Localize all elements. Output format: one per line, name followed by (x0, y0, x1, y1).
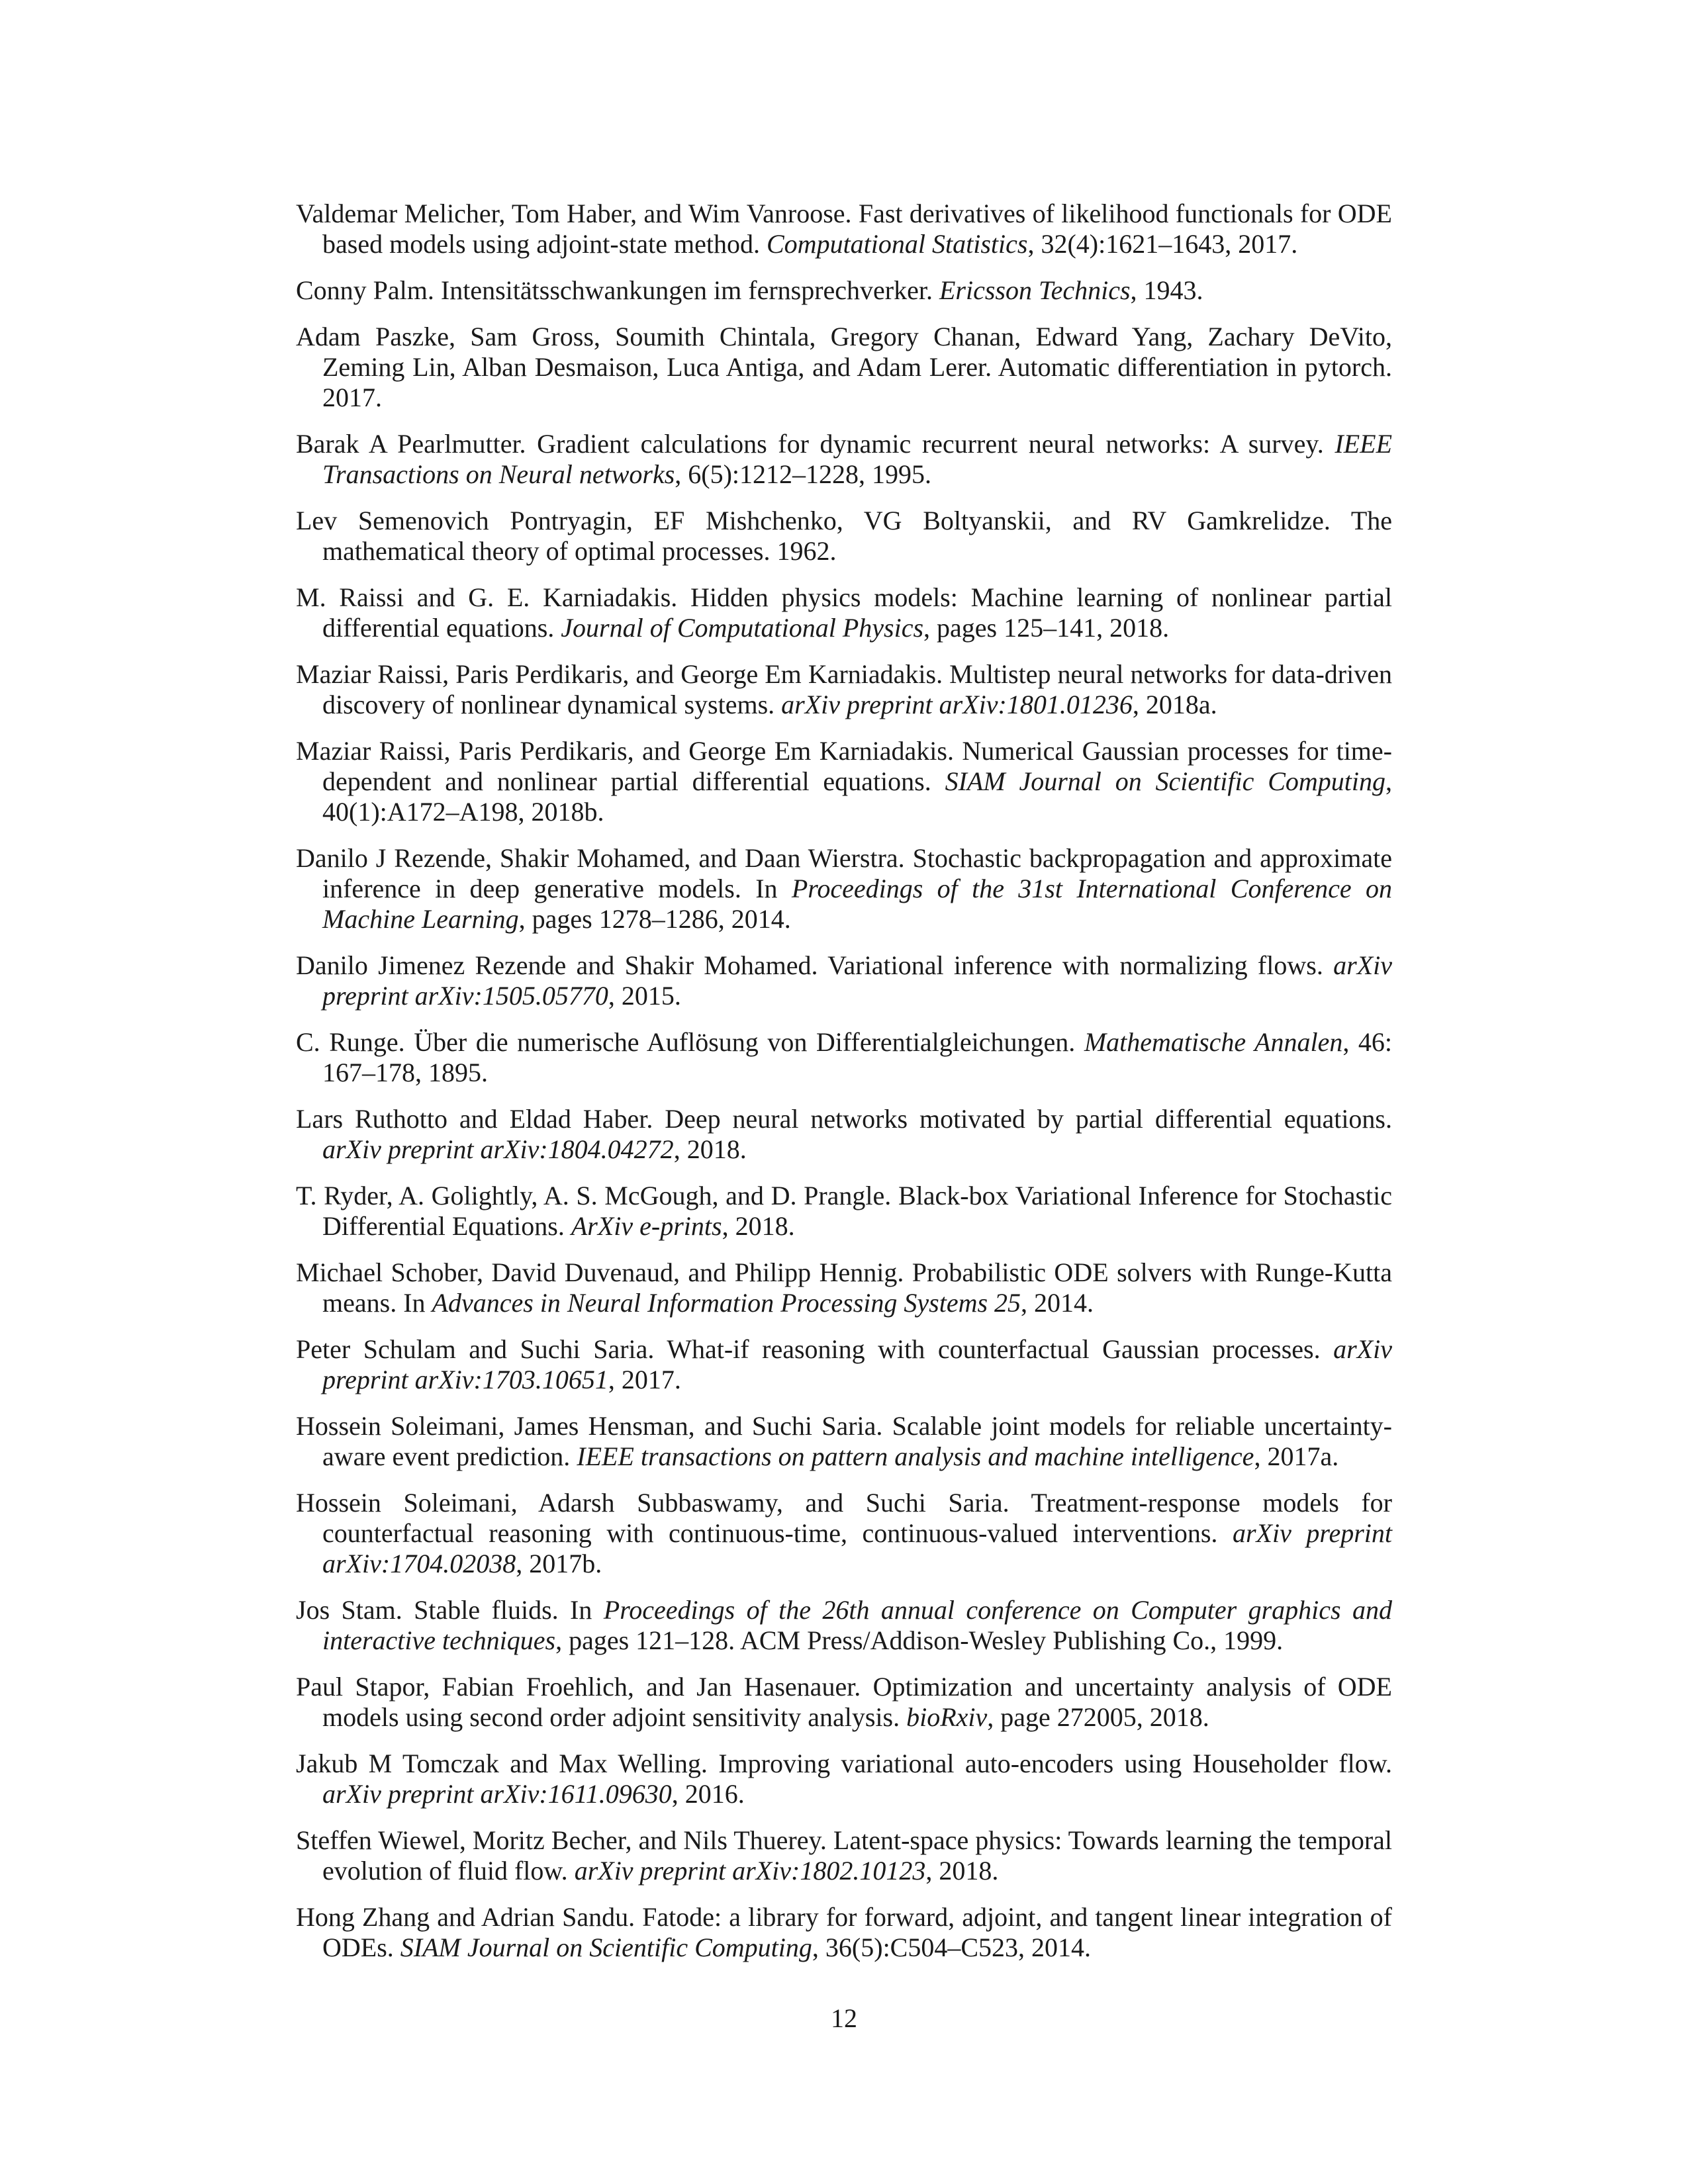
reference-details: , pages 1278–1286, 2014. (518, 904, 791, 934)
reference-venue: Advances in Neural Information Processing Systems 25 (432, 1288, 1021, 1318)
reference-venue: SIAM Journal on Scientific Computing (945, 766, 1385, 796)
reference-text: Valdemar Melicher, Tom Haber, and Wim Vanroose. Fast derivatives of likelihood functionals for ODE based models using adjoint-state method. (296, 199, 1392, 259)
reference-text: Maziar Raissi, Paris Perdikaris, and George Em Karniadakis. Multistep neural networks for data-driven discovery of nonlinear dynamical systems. (296, 659, 1392, 719)
reference-venue: Journal of Computational Physics (561, 613, 924, 643)
reference-details: , 2015. (608, 981, 681, 1011)
reference-entry (296, 659, 1392, 720)
reference-details: , pages 121–128. ACM Press/Addison-Wesley Publishing Co., 1999. (555, 1625, 1284, 1655)
reference-venue: Proceedings of the 26th annual conference on Computer graphics and interactive techniques (322, 1595, 1392, 1655)
reference-venue: Proceedings of the 31st International Conference on Machine Learning (322, 874, 1392, 934)
reference-venue: Mathematische Annalen (1084, 1027, 1343, 1057)
reference-details: , 2016. (671, 1779, 745, 1809)
reference-entry (296, 582, 1392, 643)
reference-details: , 2018. (673, 1134, 747, 1164)
reference-entry (296, 1488, 1392, 1579)
reference-text: Lars Ruthotto and Eldad Haber. Deep neural networks motivated by partial differential equations. (296, 1104, 1392, 1134)
reference-details: , 2018a. (1132, 690, 1217, 719)
reference-venue: bioRxiv (906, 1702, 988, 1732)
reference-details: , 2014. (1021, 1288, 1094, 1318)
reference-details: , 2017a. (1254, 1441, 1339, 1471)
reference-entry (296, 506, 1392, 567)
reference-text: Lev Semenovich Pontryagin, EF Mishchenko, VG Boltyanskii, and RV Gamkrelidze. The mathematical theory of optimal processes. 1962. (296, 506, 1392, 566)
reference-venue: SIAM Journal on Scientific Computing (400, 1933, 812, 1962)
reference-details: , 6(5):1212–1228, 1995. (675, 459, 932, 489)
reference-details: , 40(1):A172–A198, 2018b. (322, 766, 1392, 827)
reference-venue: arXiv preprint arXiv:1703.10651 (322, 1334, 1392, 1394)
reference-text: Danilo J Rezende, Shakir Mohamed, and Daan Wierstra. Stochastic backpropagation and approximate inference in deep generative models. In (296, 843, 1392, 903)
reference-text: Jakub M Tomczak and Max Welling. Improving variational auto-encoders using Householder flow. (296, 1749, 1392, 1778)
reference-venue: arXiv preprint arXiv:1704.02038 (322, 1518, 1392, 1578)
reference-venue: ArXiv e-prints (571, 1211, 722, 1241)
reference-text: Steffen Wiewel, Moritz Becher, and Nils Thuerey. Latent-space physics: Towards learning the temporal evolution of fluid flow. (296, 1825, 1392, 1886)
reference-details: , 32(4):1621–1643, 2017. (1027, 229, 1298, 259)
reference-entry (296, 1181, 1392, 1242)
reference-text: Michael Schober, David Duvenaud, and Philipp Hennig. Probabilistic ODE solvers with Runge-Kutta means. In (296, 1257, 1392, 1318)
reference-text: M. Raissi and G. E. Karniadakis. Hidden physics models: Machine learning of nonlinear partial differential equations. (296, 582, 1392, 643)
reference-venue: Computational Statistics (767, 229, 1028, 259)
reference-venue: arXiv preprint arXiv:1801.01236 (781, 690, 1133, 719)
reference-text: Jos Stam. Stable fluids. In (296, 1595, 604, 1625)
reference-details: , 46: 167–178, 1895. (322, 1027, 1393, 1087)
reference-entry (296, 1749, 1392, 1809)
page-number: 12 (831, 2003, 857, 2033)
reference-entry (296, 1672, 1392, 1733)
reference-list (296, 199, 1392, 1979)
reference-text: Paul Stapor, Fabian Froehlich, and Jan Hasenauer. Optimization and uncertainty analysis of ODE models using second order adjoint sensitivity analysis. (296, 1672, 1392, 1732)
reference-text: Peter Schulam and Suchi Saria. What-if reasoning with counterfactual Gaussian processes. (296, 1334, 1334, 1364)
reference-details: , 36(5):C504–C523, 2014. (812, 1933, 1092, 1962)
reference-text: T. Ryder, A. Golightly, A. S. McGough, and D. Prangle. Black-box Variational Inference for Stochastic Differential Equations. (296, 1181, 1392, 1241)
reference-venue: IEEE transactions on pattern analysis and machine intelligence (577, 1441, 1254, 1471)
reference-venue: arXiv preprint arXiv:1505.05770 (322, 950, 1392, 1011)
reference-entry (296, 1902, 1392, 1963)
reference-venue: Ericsson Technics (939, 275, 1131, 305)
reference-venue: arXiv preprint arXiv:1611.09630 (322, 1779, 672, 1809)
reference-details: , 2018. (925, 1856, 999, 1886)
reference-entry (296, 1104, 1392, 1165)
reference-venue: IEEE Transactions on Neural networks (322, 429, 1392, 489)
reference-details: , 2018. (722, 1211, 795, 1241)
reference-venue: arXiv preprint arXiv:1804.04272 (322, 1134, 674, 1164)
reference-text: Hossein Soleimani, Adarsh Subbaswamy, and Suchi Saria. Treatment-response models for counterfactual reasoning with continuous-time, continuous-valued interventions. (296, 1488, 1392, 1548)
reference-text: Adam Paszke, Sam Gross, Soumith Chintala, Gregory Chanan, Edward Yang, Zachary DeVito, Zeming Lin, Alban Desmaison, Luca Antiga, and Adam Lerer. Automatic differentiation in pytorch. 2017. (296, 322, 1392, 412)
reference-details: , 2017b. (516, 1549, 602, 1578)
reference-text: Conny Palm. Intensitätsschwankungen im fernsprechverker. (296, 275, 939, 305)
reference-entry (296, 950, 1392, 1011)
reference-entry (296, 429, 1392, 490)
reference-details: , pages 125–141, 2018. (923, 613, 1170, 643)
reference-text: Hong Zhang and Adrian Sandu. Fatode: a library for forward, adjoint, and tangent linear integration of ODEs. (296, 1902, 1392, 1962)
reference-entry (296, 1595, 1392, 1656)
reference-entry (296, 1411, 1392, 1472)
reference-entry (296, 843, 1392, 934)
reference-entry (296, 736, 1392, 827)
reference-entry (296, 1027, 1392, 1088)
reference-text: C. Runge. Über die numerische Auflösung von Differentialgleichungen. (296, 1027, 1084, 1057)
reference-text: Danilo Jimenez Rezende and Shakir Mohamed. Variational inference with normalizing flows. (296, 950, 1334, 980)
reference-details: , page 272005, 2018. (987, 1702, 1209, 1732)
reference-text: Hossein Soleimani, James Hensman, and Suchi Saria. Scalable joint models for reliable uncertainty-aware event prediction. (296, 1411, 1392, 1471)
reference-text: Maziar Raissi, Paris Perdikaris, and George Em Karniadakis. Numerical Gaussian processes for time-dependent and nonlinear partial differential equations. (296, 736, 1392, 796)
reference-venue: arXiv preprint arXiv:1802.10123 (574, 1856, 926, 1886)
reference-entry (296, 322, 1392, 413)
reference-details: , 2017. (608, 1365, 681, 1394)
reference-entry (296, 1334, 1392, 1395)
reference-entry (296, 199, 1392, 259)
reference-details: , 1943. (1130, 275, 1203, 305)
reference-entry (296, 1257, 1392, 1318)
reference-text: Barak A Pearlmutter. Gradient calculations for dynamic recurrent neural networks: A survey. (296, 429, 1335, 459)
reference-entry (296, 275, 1392, 306)
reference-entry (296, 1825, 1392, 1886)
